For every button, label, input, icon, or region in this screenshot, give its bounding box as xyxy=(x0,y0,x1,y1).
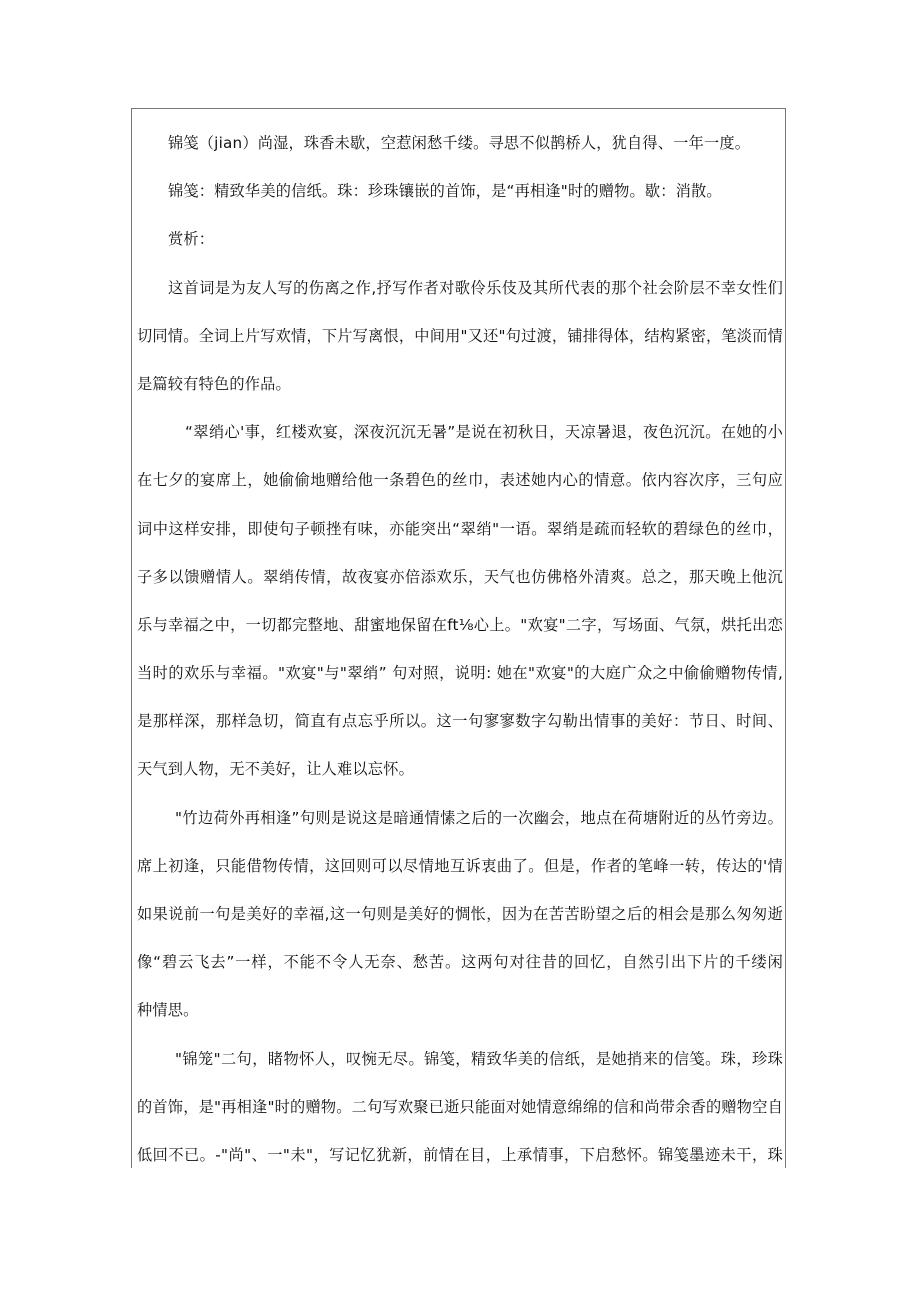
text-line: 当时的欢乐与幸福。"欢宴"与"翠绡” 句对照，说明: 她在"欢宴"的大庭广众之中偷偷赠物传情, xyxy=(137,664,783,683)
text-line: 锦笺（jian）尚湿，珠香未歇，空惹闲愁千缕。寻思不似鹊桥人，犹自得、一年一度。 xyxy=(168,134,751,152)
text-line: 这首词是为友人写的伤离之作,抒写作者对歌伶乐伎及其所代表的那个社会阶层不幸女性们 xyxy=(168,278,783,297)
text-line: 乐与幸福之中，一切都完整地、甜蜜地保留在ft⅛心上。"欢宴"二字，写场面、气氛，烘托出恋 xyxy=(137,615,783,634)
text-line: 是那样深，那样急切，简直有点忘乎所以。这一句寥寥数字勾勒出情事的美好：节日、时间、 xyxy=(137,712,783,731)
text-line: 切同情。全词上片写欢情，下片写离恨，中间用"又还"句过渡，铺排得体，结构紧密，笔淡而情 xyxy=(137,326,783,345)
text-line: 低回不已。-"尚"、一"未"，写记忆犹新，前情在目，上承情事，下启愁怀。锦笺墨迹未干，珠 xyxy=(137,1145,783,1164)
text-line: 席上初逢，只能借物传情，这回则可以尽情地互诉衷曲了。但是，作者的笔峰一转，传达的'情 xyxy=(137,856,783,875)
text-line: 锦笺：精致华美的信纸。珠：珍珠镶嵌的首饰，是“再相逢"时的赠物。歇：消散。 xyxy=(168,182,722,201)
text-line: 种情思。 xyxy=(137,1001,199,1020)
document-body xyxy=(137,119,783,1179)
text-line: "竹边荷外再相逢”句则是说这是暗通情愫之后的一次幽会，地点在荷塘附近的丛竹旁边。 xyxy=(175,808,783,827)
text-line: 子多以馈赠情人。翠绡传情，故夜宴亦倍添欢乐，天气也仿佛格外清爽。总之，那天晚上他沉 xyxy=(137,567,783,586)
text-line: “翠绡心'事，红楼欢宴，深夜沉沉无暑”是说在初秋日，天凉暑退，夜色沉沉。在她的小 xyxy=(185,423,783,442)
text-line: 像“碧云飞去”一样，不能不令人无奈、愁苦。这两句对往昔的回忆，自然引出下片的千缕闲 xyxy=(137,953,783,972)
text-line: 在七夕的宴席上，她偷偷地赠给他一条碧色的丝巾，表述她内心的情意。依内容次序，三句应 xyxy=(137,471,783,490)
text-line: 如果说前一句是美好的幸福,这一句则是美好的惆怅，因为在苦苦盼望之后的相会是那么匆匆逝 xyxy=(137,905,783,923)
text-line: 的首饰，是"再相逢"时的赠物。二句写欢聚已逝只能面对她情意绵绵的信和尚带余香的赠物空自 xyxy=(137,1097,783,1116)
section-heading: 赏析： xyxy=(168,230,215,249)
text-line: 是篇较有特色的作品。 xyxy=(137,374,291,393)
text-line: 词中这样安排，即使句子顿挫有味，亦能突出“翠绡"一语。翠绡是疏而轻软的碧绿色的丝巾， xyxy=(137,519,783,538)
text-line: "锦笼"二句，睹物怀人，叹惋无尽。锦笺，精致华美的信纸，是她捎来的信笺。珠，珍珠 xyxy=(175,1049,783,1068)
text-line: 天气到人物，无不美好，让人难以忘怀。 xyxy=(137,760,414,779)
